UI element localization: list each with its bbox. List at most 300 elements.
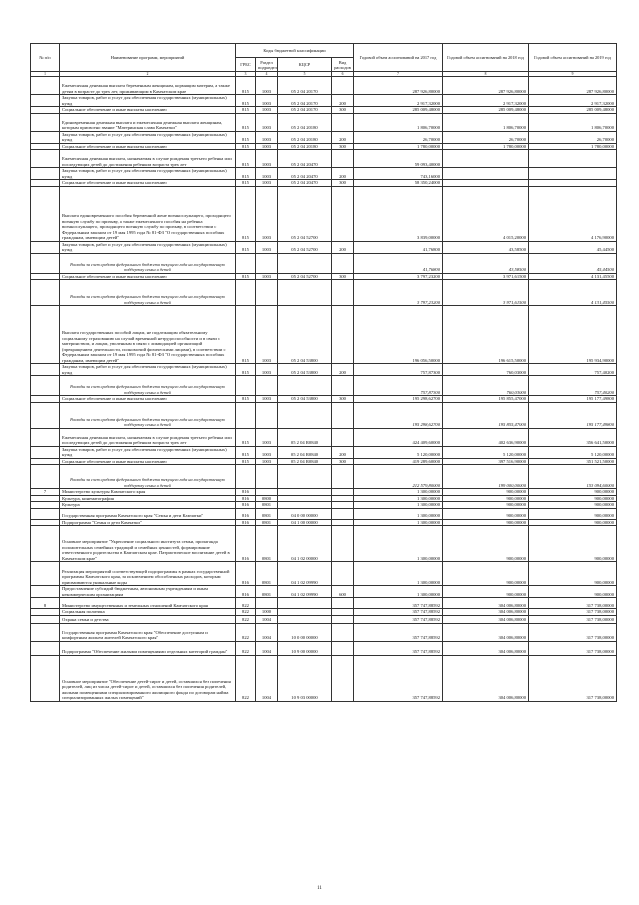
row-number [31,376,60,396]
row-vr [332,186,354,241]
row-ksr: 05 2 04 20170 [278,107,332,114]
row-value-2018: 304 006,80000 [443,623,529,641]
row-value-2017: 3 797,23200 [354,273,443,280]
table-row [31,95,617,107]
row-name: Культура, кинематография [60,495,236,502]
row-razdel: 1003 [256,131,278,143]
row-razdel: 0801 [256,502,278,509]
row-name: Предоставление субсидий бюджетным, автономным учреждениям и иным некоммерческим организациям [60,586,236,598]
row-grbs: 815 [236,77,256,95]
row-vr [332,376,354,396]
row-razdel: 1004 [256,615,278,623]
row-value-2019: 900,00000 [529,489,617,496]
row-value-2018: 3 971,61500 [443,273,529,280]
row-grbs: 815 [236,168,256,180]
row-vr [332,113,354,131]
row-grbs: 815 [236,186,256,241]
table-row [31,131,617,143]
row-value-2017: 41,76800 [354,253,443,273]
row-grbs: 815 [236,113,256,131]
row-value-2018 [443,168,529,180]
row-ksr: 04 1 02 09990 [278,586,332,598]
row-value-2019: 153 094,60000 [529,465,617,489]
row-ksr: 05 2 04 20470 [278,168,332,180]
row-value-2018: 900,00000 [443,495,529,502]
row-vr [332,655,354,701]
row-ksr: 05 2 04 20470 [278,150,332,168]
row-value-2018: 2 917,32000 [443,95,529,107]
row-vr [332,465,354,489]
row-name: Закупка товаров, работ и услуг для обеспечения государственных (муниципальных) нужд [60,364,236,376]
budget-document [30,43,616,703]
table-row [31,655,617,701]
row-value-2019: 900,00000 [529,526,617,562]
row-value-2019: 195 177,49800 [529,396,617,403]
row-vr [332,623,354,641]
row-vr: 200 [332,241,354,253]
row-value-2018: 304 006,80000 [443,641,529,655]
table-row [31,615,617,623]
row-grbs [236,280,256,306]
row-razdel: 0801 [256,562,278,586]
row-grbs: 816 [236,495,256,502]
row-value-2019: 317 738,00000 [529,641,617,655]
federal-funds-note-row [31,376,617,396]
row-grbs [236,253,256,273]
row-razdel: 1003 [256,77,278,95]
row-vr: 300 [332,273,354,280]
row-grbs: 822 [236,615,256,623]
row-name: Закупка товаров, работ и услуг для обеспечения государственных (муниципальных) нужд [60,95,236,107]
row-name: Реализация мероприятий соответствующей подпрограммы в рамках государственной программы Камчатского края, за исключением обособленных расходов, которым присваиваются уникальные коды [60,562,236,586]
row-name: Расходы за счет средств федерального бюджета текущего года на государственную поддержку семьи и детей [60,465,236,489]
row-name: Основное мероприятие "Укрепление социального института семьи, пропаганда положительных семейных традиций и семейных ценностей, формирование ответственного родительства в Камчатском крае. Патриотическое воспитание детей в Камчатском крае" [60,526,236,562]
header-2019: Годовой объем ассигнований на 2019 год [529,44,617,72]
column-index: 1 [31,72,60,77]
row-vr [332,77,354,95]
row-number [31,465,60,489]
row-value-2019: 285 009,48000 [529,107,617,114]
row-razdel [256,280,278,306]
row-ksr: 05 2 04 20170 [278,77,332,95]
row-name: Расходы за счет средств федерального бюджета текущего года на государственную поддержку семьи и детей [60,376,236,396]
table-row [31,623,617,641]
row-vr: 200 [332,446,354,458]
row-value-2017: 357 747,88592 [354,609,443,616]
row-number [31,364,60,376]
row-value-2018: 1 780,00000 [443,143,529,150]
row-razdel [256,465,278,489]
row-ksr [278,376,332,396]
table-row [31,641,617,655]
row-value-2018: 900,00000 [443,562,529,586]
page-number: 11 [317,886,322,891]
row-value-2017: 1 300,00000 [354,502,443,509]
row-grbs: 822 [236,641,256,655]
table-row [31,113,617,131]
row-vr [332,615,354,623]
row-number [31,526,60,562]
row-value-2019: 4 131,45500 [529,273,617,280]
row-razdel: 1003 [256,446,278,458]
row-number [31,241,60,253]
row-name: Ежемесячная денежная выплата, назначаемая в случае рождения третьего ребенка или последующих детей до достижения ребенком возраста трех лет [60,150,236,168]
header-codes-group: Коды бюджетной классификации [236,44,354,58]
row-name: Ежемесячная денежная выплата, назначаемая в случае рождения третьего ребенка или последующих детей до достижения ребенком возраста трех лет [60,428,236,446]
column-index: 7 [354,72,443,77]
row-value-2019: 26,70000 [529,131,617,143]
row-ksr [278,465,332,489]
row-grbs [236,465,256,489]
row-value-2017: 26,70000 [354,131,443,143]
row-number [31,623,60,641]
row-ksr: 04 1 02 00000 [278,526,332,562]
row-value-2017: 196 056,50000 [354,306,443,364]
row-value-2017: 1 300,00000 [354,489,443,496]
table-row [31,241,617,253]
column-index: 8 [443,72,529,77]
row-grbs: 815 [236,446,256,458]
row-value-2018: 195 855,47000 [443,402,529,428]
table-row [31,586,617,598]
table-row [31,77,617,95]
row-name: Подпрограмма "Обеспечение жилыми помещениями отдельных категорий граждан" [60,641,236,655]
row-value-2017: 419 289,60000 [354,458,443,465]
row-number [31,586,60,598]
header-name: Наименование программ, мероприятий [60,44,236,72]
row-value-2018: 287 926,80000 [443,77,529,95]
row-value-2017: 2 917,32000 [354,95,443,107]
row-razdel [256,598,278,609]
table-row [31,150,617,168]
row-razdel [256,253,278,273]
row-value-2018: 3 971,61500 [443,280,529,306]
row-number [31,113,60,131]
row-value-2018: 196 615,50000 [443,306,529,364]
header-2018: Годовой объем ассигнований на 2018 год [443,44,529,72]
row-ksr: 05 2 04 20180 [278,131,332,143]
row-razdel: 1003 [256,95,278,107]
header-num: № п/п [31,44,60,72]
row-ksr: 05 2 04 20180 [278,143,332,150]
row-number [31,186,60,241]
row-value-2017: 195 298,62700 [354,402,443,428]
row-razdel: 1003 [256,306,278,364]
row-grbs: 815 [236,95,256,107]
table-row [31,168,617,180]
row-grbs: 815 [236,107,256,114]
row-value-2019: 356 641,50000 [529,428,617,446]
row-value-2018: 900,00000 [443,508,529,519]
table-row [31,186,617,241]
row-value-2018 [443,150,529,168]
row-value-2019: 351 521,50000 [529,458,617,465]
row-value-2017: 357 747,88592 [354,623,443,641]
row-value-2017: 357 747,88592 [354,598,443,609]
row-vr [332,280,354,306]
row-number [31,306,60,364]
row-name: Закупка товаров, работ и услуг для обеспечения государственных (муниципальных) нужд [60,168,236,180]
row-razdel [256,376,278,396]
row-value-2017: 59 093,40000 [354,150,443,168]
row-value-2018: 900,00000 [443,519,529,526]
row-grbs: 815 [236,150,256,168]
row-value-2019: 317 738,00000 [529,623,617,641]
row-value-2017: 757,87300 [354,376,443,396]
row-ksr: 05 2 04 R0840 [278,428,332,446]
row-name: Ежемесячная денежная выплата беременным женщинам, кормящим матерям, а также детям в возрасте до трех лет, проживающим в Камчатском крае [60,77,236,95]
row-value-2017: 357 747,88592 [354,641,443,655]
row-name: Социальное обеспечение и иные выплаты населению [60,396,236,403]
row-grbs: 815 [236,131,256,143]
row-ksr: 05 2 04 20180 [278,113,332,131]
row-razdel [256,402,278,428]
row-vr [332,253,354,273]
row-razdel: 1003 [256,186,278,241]
row-name: Государственная программа Камчатского края "Обеспечение доступным и комфортным жильем жителей Камчатского края" [60,623,236,641]
row-ksr: 05 2 04 52700 [278,186,332,241]
row-razdel: 1003 [256,241,278,253]
row-value-2018: 26,70000 [443,131,529,143]
row-grbs: 822 [236,609,256,616]
row-value-2018: 285 009,48000 [443,107,529,114]
row-value-2018: 900,00000 [443,489,529,496]
row-value-2018: 304 006,80000 [443,615,529,623]
row-value-2017: 357 747,88592 [354,615,443,623]
row-razdel: 1004 [256,641,278,655]
row-vr [332,306,354,364]
row-number [31,280,60,306]
row-value-2019: 4 131,45500 [529,280,617,306]
row-ksr: 04 0 00 00000 [278,508,332,519]
row-vr: 300 [332,143,354,150]
federal-funds-note-row [31,465,617,489]
row-name: Культура [60,502,236,509]
row-ksr: 05 2 04 R0840 [278,446,332,458]
row-name: Социальное обеспечение и иные выплаты населению [60,273,236,280]
row-vr [332,402,354,428]
row-grbs: 815 [236,143,256,150]
row-value-2018: 199 000,00000 [443,465,529,489]
row-vr: 200 [332,95,354,107]
row-value-2017: 5 120,00000 [354,446,443,458]
row-value-2018: 304 006,80000 [443,655,529,701]
row-value-2017: 212 579,80000 [354,465,443,489]
row-value-2019: 5 120,00000 [529,446,617,458]
row-razdel: 0801 [256,526,278,562]
table-row [31,428,617,446]
row-value-2018: 1 806,70000 [443,113,529,131]
row-value-2018: 4 015,20000 [443,186,529,241]
row-value-2018: 900,00000 [443,526,529,562]
row-name: Расходы за счет средств федерального бюджета текущего года на государственную поддержку семьи и детей [60,280,236,306]
row-grbs [236,376,256,396]
row-razdel: 0800 [256,495,278,502]
row-value-2018: 195 855,47000 [443,396,529,403]
row-value-2019: 287 926,80000 [529,77,617,95]
row-number [31,168,60,180]
row-value-2019: 900,00000 [529,508,617,519]
table-row [31,508,617,519]
row-razdel: 0801 [256,519,278,526]
row-number [31,402,60,428]
row-value-2019 [529,150,617,168]
row-value-2017: 3 839,00000 [354,186,443,241]
row-vr [332,150,354,168]
row-number: 8 [31,598,60,609]
row-name: Охрана семьи и детства [60,615,236,623]
row-name: Министерство культуры Камчатского края [60,489,236,496]
row-name: Выплата государственных пособий лицам, не подлежащим обязательному социальному страхованию на случай временной нетрудоспособности и в связи с материнством, и лицам, уволенным в связи с ликвидацией организаций (прекращением деятельности, полномочий физическими лицами), в соответствии с Федеральным законом от 19 мая 1995 года № 81-ФЗ "О государственных пособиях гражданам, имеющим детей" [60,306,236,364]
row-name: Государственная программа Камчатского края "Семья и дети Камчатки" [60,508,236,519]
row-value-2017: 287 926,80000 [354,77,443,95]
row-ksr [278,280,332,306]
row-grbs: 815 [236,458,256,465]
row-ksr: 10 9 03 00000 [278,655,332,701]
row-razdel: 1000 [256,609,278,616]
row-name: Основное мероприятие "Обеспечение детей-сирот и детей, оставшихся без попечения родителей, лиц из числа детей-сирот и детей, оставшихся без попечения родителей, жилыми помещениями специализированного жилищного фонда по договорам найма специализированных жилых помещений" [60,655,236,701]
row-ksr: 10 0 00 00000 [278,623,332,641]
row-value-2019: 900,00000 [529,562,617,586]
row-vr: 200 [332,168,354,180]
row-ksr: 10 9 00 00000 [278,641,332,655]
row-value-2018: 402 636,90000 [443,428,529,446]
row-value-2018: 760,03000 [443,376,529,396]
row-ksr: 05 2 04 20170 [278,95,332,107]
row-ksr [278,402,332,428]
row-ksr: 05 2 04 20470 [278,180,332,187]
row-razdel: 0801 [256,508,278,519]
row-vr: 200 [332,364,354,376]
row-name: Расходы за счет средств федерального бюджета текущего года на государственную поддержку семьи и детей [60,253,236,273]
row-value-2018: 397 516,90000 [443,458,529,465]
row-value-2019: 900,00000 [529,586,617,598]
row-grbs: 816 [236,508,256,519]
row-number [31,131,60,143]
row-vr [332,428,354,446]
header-vr: Вид расходов [332,58,354,72]
row-value-2019: 757,40200 [529,364,617,376]
row-value-2017: 743,16000 [354,168,443,180]
row-value-2019: 900,00000 [529,519,617,526]
row-ksr: 05 2 04 53800 [278,364,332,376]
row-razdel: 1003 [256,107,278,114]
row-value-2017: 357 747,88592 [354,655,443,701]
row-name: Министерство имущественных и земельных отношений Камчатского края [60,598,236,609]
row-razdel: 0801 [256,586,278,598]
row-name: Социальное обеспечение и иные выплаты населению [60,143,236,150]
row-grbs: 816 [236,586,256,598]
row-number [31,508,60,519]
row-grbs: 815 [236,428,256,446]
row-vr: 600 [332,586,354,598]
table-row [31,562,617,586]
row-value-2018: 304 006,80000 [443,609,529,616]
row-value-2019: 45,44500 [529,253,617,273]
row-name: Закупка товаров, работ и услуг для обеспечения государственных (муниципальных) нужд [60,131,236,143]
column-index: 3 [236,72,256,77]
row-value-2017: 1 300,00000 [354,526,443,562]
table-row [31,526,617,562]
row-razdel: 1003 [256,168,278,180]
row-value-2019: 317 738,00000 [529,598,617,609]
federal-funds-note-row [31,280,617,306]
row-value-2018: 304 006,80000 [443,598,529,609]
row-number [31,150,60,168]
row-number [31,562,60,586]
row-vr [332,641,354,655]
row-grbs: 815 [236,306,256,364]
row-razdel: 1003 [256,428,278,446]
row-value-2019: 2 917,32000 [529,95,617,107]
row-ksr: 05 2 04 52700 [278,241,332,253]
row-vr [332,598,354,609]
row-name: Социальное обеспечение и иные выплаты населению [60,180,236,187]
row-value-2017: 41,76800 [354,241,443,253]
row-name: Подпрограмма "Семья и дети Камчатки" [60,519,236,526]
row-grbs: 815 [236,180,256,187]
row-value-2019: 317 738,00000 [529,655,617,701]
row-grbs: 816 [236,489,256,496]
row-value-2017: 1 300,00000 [354,519,443,526]
row-name: Социальное обеспечение и иные выплаты населению [60,458,236,465]
row-number [31,615,60,623]
row-value-2018: 900,00000 [443,502,529,509]
column-index: 9 [529,72,617,77]
row-value-2019: 317 738,00000 [529,609,617,616]
row-name: Выплата единовременного пособия беременной жене военнослужащего, проходящего военную службу по призыву, а также ежемесячного пособия на ребенка военнослужащего, проходящего военную службу по призыву, в соответствии с Федеральным законом от 19 мая 1995 года № 81-ФЗ "О государственных пособиях гражданам, имеющим детей" [60,186,236,241]
row-vr: 300 [332,180,354,187]
row-value-2018: 900,00000 [443,586,529,598]
row-grbs: 822 [236,623,256,641]
row-vr: 200 [332,131,354,143]
row-number [31,95,60,107]
federal-funds-note-row [31,402,617,428]
header-ksr: КЦСР [278,58,332,72]
row-number [31,655,60,701]
row-value-2019: 195 177,49800 [529,402,617,428]
row-value-2017: 285 009,48000 [354,107,443,114]
column-index: 5 [278,72,332,77]
row-grbs: 816 [236,526,256,562]
row-name: Расходы за счет средств федерального бюджета текущего года на государственную поддержку семьи и детей [60,402,236,428]
row-grbs: 815 [236,273,256,280]
row-grbs: 822 [236,655,256,701]
row-vr [332,508,354,519]
row-value-2017: 1 300,00000 [354,508,443,519]
row-razdel: 1003 [256,150,278,168]
table-row [31,364,617,376]
row-value-2019: 4 176,90000 [529,186,617,241]
row-razdel: 1003 [256,143,278,150]
row-ksr [278,615,332,623]
row-value-2017: 1 300,00000 [354,495,443,502]
row-value-2017: 1 780,00000 [354,143,443,150]
row-name: Социальная политика [60,609,236,616]
row-value-2018: 760,03000 [443,364,529,376]
row-value-2017: 195 298,62700 [354,396,443,403]
row-grbs: 816 [236,519,256,526]
header-2017: Годовой объем ассигнований на 2017 год [354,44,443,72]
row-value-2019: 317 738,00000 [529,615,617,623]
row-value-2018: 43,58500 [443,241,529,253]
row-grbs: 816 [236,502,256,509]
row-number [31,77,60,95]
row-grbs: 815 [236,241,256,253]
row-ksr: 04 1 02 09990 [278,562,332,586]
row-razdel: 1003 [256,113,278,131]
row-vr: 300 [332,396,354,403]
